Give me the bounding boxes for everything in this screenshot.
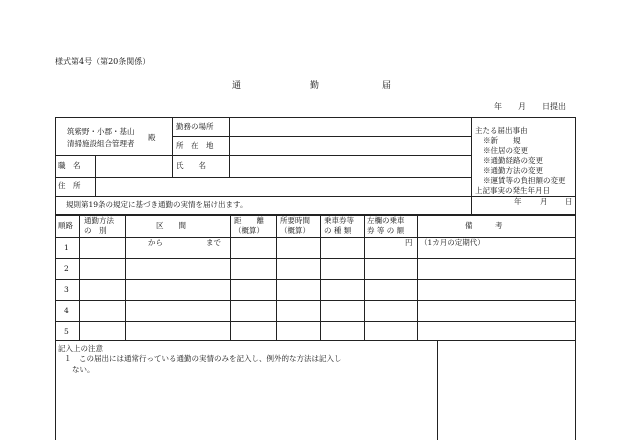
addressee-line1: 筑紫野・小郡・基山	[67, 127, 135, 136]
header-distance-line1: 距 離	[234, 216, 264, 225]
header-fare-line2: 券 等 の 額	[367, 226, 405, 235]
workplace-address-field[interactable]	[231, 141, 469, 153]
declaration-text: 規則第19条の規定に基づき通勤の実情を届け出ます。	[66, 200, 248, 209]
header-time-line1: 所要時間	[280, 216, 310, 225]
header-fare-line1: 左欄の乗車	[367, 216, 405, 225]
route-table	[55, 215, 576, 341]
row-number: 3	[64, 285, 69, 294]
header-distance-line2: （概算）	[234, 226, 264, 235]
reason-option-residence[interactable]: ※住居の変更	[483, 146, 528, 155]
reason-option-new[interactable]: ※新 規	[483, 136, 521, 145]
occurrence-year-label: 年	[514, 197, 522, 206]
title-char-2: 勤	[310, 81, 320, 91]
reason-heading: 主たる届出事由	[475, 126, 528, 135]
header-method-line1: 通勤方法	[84, 216, 114, 225]
occurrence-day-label: 日	[565, 197, 573, 206]
header-method-line2: の 別	[84, 226, 107, 235]
notes-item1-line2: ない。	[72, 365, 95, 374]
name-field[interactable]	[231, 160, 469, 174]
header-time-line2: （概算）	[280, 226, 310, 235]
header-section: 区 間	[156, 221, 186, 230]
reason-option-fare[interactable]: ※運賃等の負担額の変更	[483, 176, 566, 185]
row-number: 2	[64, 264, 69, 273]
title-char-3: 届	[382, 81, 392, 91]
workplace-field[interactable]	[231, 122, 469, 134]
header-ticket-line2: の 種 類	[324, 226, 352, 235]
addressee-honorific: 殿	[148, 133, 156, 142]
job-title-field[interactable]	[97, 160, 170, 174]
row-number: 1	[64, 243, 69, 252]
header-ticket-line1: 乗車券等	[324, 216, 354, 225]
submit-day-label: 日提出	[542, 102, 566, 111]
form-number: 様式第4号（第20条関係）	[55, 57, 151, 66]
occurrence-month-label: 月	[540, 197, 548, 206]
header-remarks: 備 考	[465, 221, 503, 230]
submit-month-label: 月	[518, 102, 526, 111]
residence-field[interactable]	[97, 180, 469, 194]
row-1-to-label: まで	[206, 238, 221, 247]
title-char-1: 通	[232, 81, 242, 91]
residence-label: 住 所	[58, 181, 81, 190]
row-1-remarks: （1カ月の定期代）	[420, 238, 485, 247]
row-1-from-label: から	[148, 238, 163, 247]
job-title-label: 職 名	[58, 161, 81, 170]
occurrence-label: 上記事実の発生年月日	[475, 186, 550, 195]
workplace-label: 勤務の場所	[176, 122, 214, 131]
row-1-fare-unit: 円	[405, 238, 413, 247]
reason-option-method[interactable]: ※通勤方法の変更	[483, 166, 543, 175]
row-number: 5	[64, 327, 69, 336]
header-row-no: 順路	[58, 221, 73, 230]
address-label: 所 在 地	[176, 141, 214, 150]
notes-heading: 記入上の注意	[58, 344, 103, 353]
row-number: 4	[64, 306, 69, 315]
name-label: 氏 名	[176, 161, 206, 170]
addressee-line2: 清掃施設組合管理者	[67, 139, 135, 148]
notes-item1-line1: １ この届出には通常行っている通勤の実情のみを記入し、例外的な方法は記入し	[64, 354, 342, 363]
submit-year-label: 年	[494, 102, 502, 111]
reason-option-route[interactable]: ※通勤経路の変更	[483, 156, 543, 165]
